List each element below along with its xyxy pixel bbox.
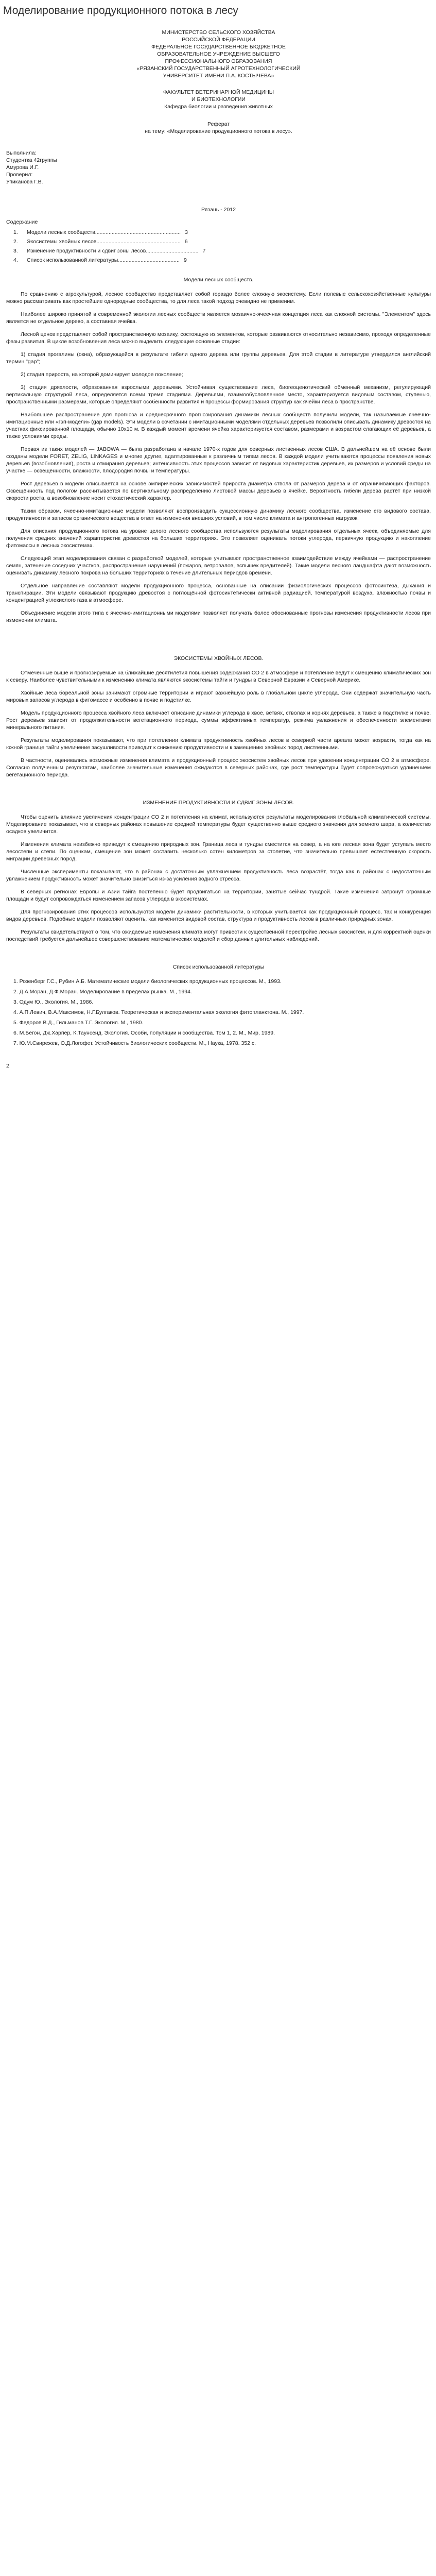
paragraph: Чтобы оценить влияние увеличения концентрации СО 2 и потепления на климат, используются результаты моделирования глобальной климатической системы. Моделирование показывает, что в северных районах повышение средней температуры будет существенно выше среднего значения для земного шара, а количество осадков увеличится. [6,814,431,835]
paragraph: Рост деревьев в модели описывается на основе эмпирических зависимостей прироста диаметра ствола от размеров дерева и от ограничивающих факторов. Освещённость под пологом рассчитывается по вертикальному распределению листовой массы деревьев в ячейке. Вероятность гибели дерева растёт при низкой скорости роста, а возобновление носит стохастический характер. [6,481,431,501]
table-of-contents [6,229,431,264]
paragraph: По сравнению с агрокультурой, лесное сообщество представляет собой гораздо более сложную экосистему. Если полевые сельскохозяйственные культуры можно рассматривать как простейшие однородные сообщества, то для леса такой подход очевидно не применим. [6,291,431,304]
teacher-name: Упиканова Г.В. [6,179,43,185]
header-line: ФЕДЕРАЛЬНОЕ ГОСУДАРСТВЕННОЕ БЮДЖЕТНОЕ [151,44,286,50]
section-title-coniferous: ЭКОСИСТЕМЫ ХВОЙНЫХ ЛЕСОВ. [173,655,264,662]
section-body-forest-models [6,291,431,624]
references-list [6,978,431,1047]
toc-title: Содержание [6,219,38,225]
toc-item-number: 3. [13,248,18,254]
paragraph: 2) стадия прироста, на которой доминирует молодое поколение; [21,371,183,378]
section-body-coniferous [6,669,431,778]
faculty-line: И БИОТЕХНОЛОГИИ [191,96,246,103]
toc-item-text: Модели лесных сообществ......................................................... [27,229,181,235]
toc-item [6,229,431,236]
paragraph: Объединение модели этого типа с ячеечно-имитационными моделями позволяет получать более обоснованные прогнозы изменения продуктивности лесов при изменении климата. [6,610,431,623]
paragraph: Отдельное направление составляют модели продукционного процесса, основанные на описании физиологических процессов фотосинтеза, дыхания и транспирации. Эти модели связывают продукцию древостоя с поглощённой фотосинтетически активной радиацией, температурой воздуха, влажностью почвы и концентрацией углекислого газа в атмосфере. [6,583,431,603]
essay-topic: на тему: «Моделирование продукционного потока в лесу». [145,128,292,134]
paragraph: Результаты моделирования показывают, что при потеплении климата продуктивность хвойных лесов в северной части ареала может возрасти, тогда как на южной границе тайги увеличение засушливости приводит к снижению продуктивности и к замещению хвойных пород лиственными. [6,737,431,751]
reference-item: 3. Одум Ю., Экология. М., 1986. [13,999,94,1005]
paragraph: Таким образом, ячеечно-имитационные модели позволяют воспроизводить сукцессионную динамику лесного сообщества, изменение его видового состава, продуктивности и запасов органического вещества в ответ на изменения внешних условий, в том числе климата и антропогенных нагрузок. [6,508,431,521]
essay-kind: Реферат [207,121,230,127]
reference-item: 4. А.П.Левич, В.А.Максимов, Н.Г.Булгаков. Теоретическая и экспериментальная экология фитопланктона. М., 1997. [13,1009,304,1015]
student-name: Амурова И.Г. [6,164,39,171]
page-number: 2 [6,1063,9,1069]
city-year: Рязань - 2012 [201,207,236,213]
section-title-forest-models: Модели лесных сообществ. [183,277,254,283]
header-line: «РЯЗАНСКИЙ ГОСУДАРСТВЕННЫЙ АГРОТЕХНОЛОГИЧЕСКИЙ [136,65,301,72]
paragraph: Следующий этап моделирования связан с разработкой моделей, которые учитывают пространственное взаимодействие между ячейками — распространение семян, затенение соседних участков, распространение нарушений (пожаров, ветровалов, вспышек вредителей). Такие модели лесного ландшафта дают возможность оценивать динамику лесного покрова на больших территориях в течение длительных периодов времени. [6,555,431,576]
section-body-productivity [6,814,431,943]
student-group: Студентка 42группы [6,157,57,163]
toc-item-number: 2. [13,239,18,245]
paragraph: Изменения климата неизбежно приведут к смещению природных зон. Граница леса и тундры сместится на север, а на юге лесная зона будет уступать место лесостепи и степи. По оценкам, смещение зон может составить несколько сотен километров за столетие, что значительно превышает естественную скорость миграции древесных пород. [6,841,431,862]
header-line: ОБРАЗОВАТЕЛЬНОЕ УЧРЕЖДЕНИЕ ВЫСШЕГО [157,51,280,57]
header-line: ПРОФЕССИОНАЛЬНОГО ОБРАЗОВАНИЯ [165,58,272,64]
paragraph: Модель продукционного процесса хвойного леса включает описание динамики углерода в хвое, ветвях, стволах и корнях деревьев, а также в подстилке и почве. Рост деревьев зависит от продолжительности вегетационного периода, суммы эффективных температур, режима увлажнения и обеспеченности элементами минерального питания. [6,710,431,731]
header-line: РОССИЙСКОЙ ФЕДЕРАЦИИ [182,37,255,43]
toc-item-text: Экосистемы хвойных лесов........................................................ [27,239,181,245]
faculty-header [6,89,431,110]
faculty-line: ФАКУЛЬТЕТ ВЕТЕРИНАРНОЙ МЕДИЦИНЫ [163,89,274,95]
document-body [0,20,436,1070]
paragraph: Первая из таких моделей — JABOWA — была разработана в начале 1970-х годов для северных лиственных лесов США. В дальнейшем на её основе были созданы модели FORET, ZELIG, LINKAGES и многие другие, адаптированные к различным типам лесов. В каждой модели учитываются процессы появления новых деревьев (возобновления), роста и отмирания деревьев; интенсивность этих процессов зависит от видовых характеристик деревьев, их размеров и условий среды на участке — освещённости, влажности, плодородия почвы и температуры. [6,446,431,474]
toc-item [6,247,431,255]
paragraph: Численные эксперименты показывают, что в районах с достаточным увлажнением продуктивность леса возрастёт, тогда как в районах с недостаточным увлажнением продуктивность может значительно снизиться из-за усиления водного стресса. [6,869,431,882]
faculty-line: Кафедра биологии и разведения животных [164,104,273,110]
paragraph: Для описания продукционного потока на уровне целого лесного сообщества используются результаты моделирования отдельных ячеек, объединяемые для получения средних значений характеристик древостоя на больших территориях. Это позволяет оценивать потоки углерода, первичную продукцию и накопление фитомассы в лесных экосистемах. [6,528,431,549]
toc-item-page: 3 [185,229,188,235]
toc-item-number: 1. [13,229,18,235]
toc-item-text: Изменение продуктивности и сдвиг зоны лесов................................... [27,248,199,254]
paragraph: В частности, оценивались возможные изменения климата и продукционный процесс экосистем хвойных лесов при удвоении концентрации СО 2 в атмосфере. Согласно полученным результатам, наиболее значительные изменения ожидаются в северных районах, где рост температуры будет сопровождаться удлинением вегетационного периода. [6,757,431,778]
paragraph: Наибольшее распространение для прогноза и среднесрочного прогнозирования динамики лесных сообществ получили модели, так называемые ячеечно-имитационные или «гэп-модели» (gap models). Эти модели в сочетании с имитационными моделями отдельных деревьев позволили описывать динамику древостоя на участках фиксированной площади, обычно 10х10 м. В каждый момент времени ячейка характеризуется составом, размерами и возрастом слагающих её деревьев, а также условиями среды. [6,412,431,439]
toc-item-text: Список использованной литературы......................................... [27,257,180,263]
toc-item-page: 6 [184,239,188,245]
toc-item-number: 4. [13,257,18,263]
header-line: УНИВЕРСИТЕТ ИМЕНИ П.А. КОСТЫЧЕВА» [163,73,274,79]
toc-item [6,238,431,245]
paragraph: Отмеченные выше и прогнозируемые на ближайшие десятилетия повышения содержания СО 2 в атмосфере и потепление ведут к смещению климатических зон к северу. Наиболее чувствительными к изменению климата являются экосистемы тайги и тундры в Северной Евразии и Северной Америке. [6,670,431,683]
paragraph: 1) стадия прогалины (окна), образующейся в результате гибели одного дерева или группы деревьев. Для этой стадии в литературе утвердился английский термин "gap"; [6,351,431,365]
page-title: Моделирование продукционного потока в лесу [3,5,238,16]
reference-item: 6. М.Бегон, Дж.Харпер, К.Таунсенд. Экология. Особи, популяции и сообщества. Том 1, 2. М., Мир, 1989. [13,1030,275,1036]
toc-item [6,257,431,264]
ministry-header [6,29,431,79]
paragraph: Лесной ценоз представляет собой пространственную мозаику, состоящую из элементов, которые развиваются относительно независимо, проходя определенные фазы развития. В цикле возобновления леса можно выделить следующие основные стадии: [6,331,431,345]
performed-label: Выполнила: [6,150,37,156]
paragraph: 3) стадия дряхлости, образованная взрослыми деревьями. Устойчивая существование леса, биогеоценотический обменный механизм, регулирующий вертикальную структурой леса, определяется всеми тремя стадиями. Деревьями, взаимообусловленное место, характеризуется видовым составом, ступенью, пространственными размерами, которые определяют особенности развития и процессы формирования структур как ячейки леса в пространстве. [6,384,431,405]
toc-item-page: 7 [202,248,206,254]
toc-item-page: 9 [183,257,187,263]
paragraph: Наиболее широко принятой в современной экологии лесных сообществ является мозаично-ячеечная концепция леса как сложной системы. "Элементом" здесь является не отдельное дерево, а составная ячейка. [6,311,431,325]
paragraph: Для прогнозирования этих процессов используются модели динамики растительности, в которых учитывается как продукционный процесс, так и конкуренция видов деревьев. Подобные модели позволяют оценить, как изменится видовой состав, структура и продуктивность лесов в различных природных зонах. [6,909,431,922]
paragraph: Результаты свидетельствуют о том, что ожидаемые изменения климата могут привести к существенной перестройке лесных экосистем, и для корректной оценки последствий требуется дальнейшее совершенствование математических моделей и сбор данных длительных наблюдений. [6,929,431,942]
reference-item: 7. Ю.М.Свирежев, О.Д.Логофет. Устойчивость биологических сообществ. М., Наука, 1978. 352 с. [13,1040,256,1046]
checked-label: Проверил: [6,172,33,178]
reference-item: 2. Д.А.Моран, Д.Ф.Моран. Моделирование в пределах рынка. М., 1994. [13,989,192,995]
paragraph: В северных регионах Европы и Азии тайга постепенно будет продвигаться на территории, занятые сейчас тундрой. Такие изменения затронут огромные площади и будут сопровождаться изменением запасов углерода в экосистемах. [6,889,431,902]
reference-item: 1. Розенберг Г.С., Рубин А.Б. Математические модели биологических продукционных процессов. М., 1993. [13,978,282,985]
section-title-productivity: ИЗМЕНЕНИЕ ПРОДУКТИВНОСТИ И СДВИГ ЗОНЫ ЛЕСОВ. [143,800,294,806]
header-line: МИНИСТЕРСТВО СЕЛЬСКОГО ХОЗЯЙСТВА [162,29,275,36]
reference-item: 5. Федоров В.Д., Гильманов Т.Г. Экология. М., 1980. [13,1020,144,1026]
paragraph: Хвойные леса бореальной зоны занимают огромные территории и играют важнейшую роль в глобальном цикле углерода. Они содержат значительную часть мировых запасов углерода в фитомассе и особенно в почве и подстилке. [6,690,431,703]
references-title: Список использованной литературы [172,964,265,970]
